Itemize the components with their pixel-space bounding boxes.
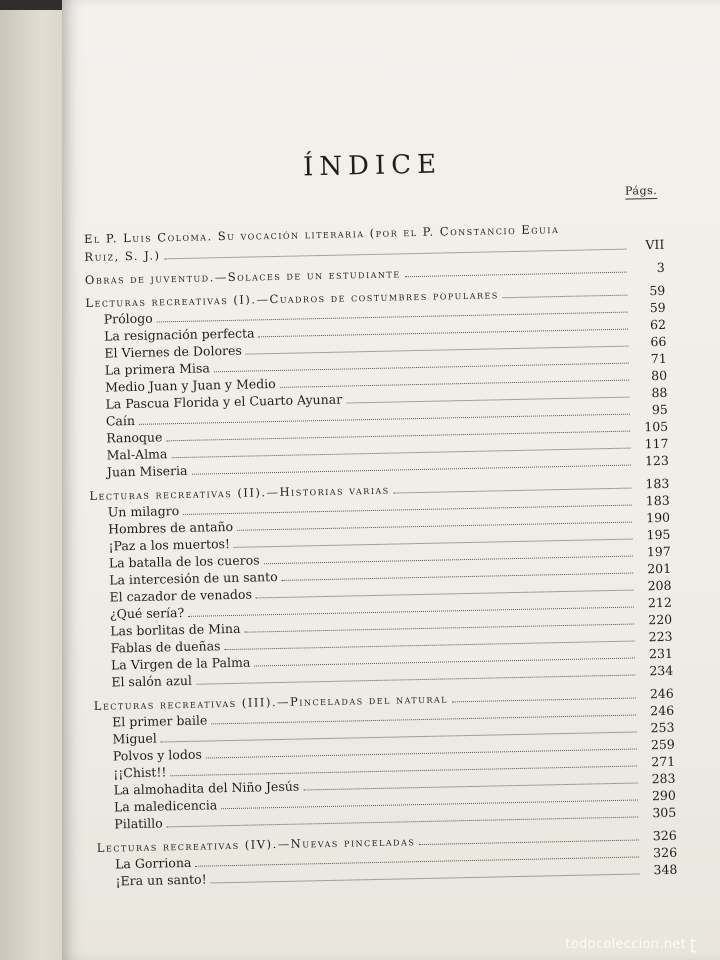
- entry-title: El salón azul: [111, 672, 193, 690]
- entry-title: El P. Luis Coloma. Su vocación literaria (por el P. Constancio Eguia: [83, 222, 560, 246]
- entry-page-number: 62: [649, 316, 667, 333]
- entry-title: Mal-Alma: [106, 446, 168, 463]
- entry-page-number: 305: [652, 804, 677, 821]
- entry-title: Miguel: [112, 730, 157, 747]
- entry-title: Las borlitas de Mina: [110, 620, 241, 639]
- tc-logo-icon: ʈ: [690, 934, 697, 953]
- entry-page-number: 348: [653, 861, 678, 878]
- entry-page-number: 190: [646, 509, 671, 526]
- entry-page-number: 234: [649, 662, 674, 679]
- entry-title: Ranoque: [106, 429, 163, 446]
- entry-title: ¡¡Chist!!: [113, 764, 167, 781]
- entry-page-number: 246: [649, 685, 674, 702]
- entry-page-number: 231: [648, 645, 674, 662]
- index-page: [82, 128, 678, 920]
- entry-title: La Pascua Florida y el Cuarto Ayunar: [105, 391, 343, 412]
- entry-page-number: 59: [649, 299, 666, 316]
- dot-leader: [503, 295, 628, 299]
- entry-page-number: VII: [645, 236, 665, 253]
- entry-title: Fablas de dueñas: [110, 638, 221, 656]
- entry-title: Lecturas recreativas (II).—Historias varias: [89, 482, 390, 503]
- index-entries: [84, 220, 678, 891]
- entry-title: Lecturas recreativas (I).—Cuadros de costumbres populares: [85, 287, 499, 310]
- dot-leader: [405, 272, 627, 278]
- entry-title: Ruiz, S. J.): [84, 248, 161, 264]
- entry-page-number: 3: [656, 259, 665, 275]
- entry-page-number: 71: [650, 350, 667, 367]
- dot-leader: [196, 675, 635, 685]
- left-page-edge: [0, 10, 70, 960]
- entry-title: ¡Paz a los muertos!: [108, 535, 231, 554]
- entry-page-number: 195: [646, 526, 671, 543]
- dot-leader: [167, 816, 639, 827]
- entry-page-number: 201: [647, 560, 672, 577]
- entry-title: ¿Qué sería?: [109, 604, 185, 622]
- entry-page-number: 271: [651, 753, 676, 770]
- entry-page-number: 117: [644, 435, 669, 452]
- entry-title: Polvos y lodos: [112, 746, 202, 764]
- entry-page-number: 253: [650, 719, 675, 736]
- entry-page-number: 197: [646, 543, 671, 560]
- entry-title: La batalla de los cueros: [108, 552, 260, 571]
- entry-title: ¡Era un santo!: [115, 871, 207, 889]
- entry-page-number: 326: [653, 844, 678, 861]
- entry-page-number: 223: [648, 628, 673, 645]
- entry-page-number: 80: [650, 367, 668, 384]
- entry-page-number: 220: [648, 611, 673, 628]
- entry-title: El primer baile: [112, 712, 208, 730]
- entry-title: La almohadita del Niño Jesús: [113, 778, 300, 798]
- entry-title: Lecturas recreativas (IV).—Nuevas pinceladas: [96, 834, 416, 855]
- dot-leader: [452, 698, 636, 703]
- dot-leader: [192, 465, 631, 475]
- dot-leader: [419, 839, 638, 845]
- entry-title: La primera Misa: [104, 360, 210, 378]
- entry-title: Medio Juan y Juan y Medio: [105, 375, 276, 395]
- entry-title: Pilatillo: [114, 815, 163, 832]
- entry-page-number: 212: [647, 594, 672, 611]
- entry-page-number: 283: [651, 770, 676, 787]
- entry-title: Juan Miseria: [106, 462, 188, 480]
- entry-title: La Gorriona: [115, 854, 192, 872]
- entry-page-number: 59: [649, 282, 666, 299]
- pages-column-header: Págs.: [624, 183, 658, 198]
- entry-title: La intercesión de un santo: [109, 569, 278, 588]
- dot-leader: [563, 232, 626, 233]
- entry-title: El Viernes de Dolores: [104, 342, 242, 361]
- entry-page-number: 123: [644, 452, 669, 469]
- watermark-text: todocoleccion.net: [565, 936, 686, 952]
- dot-leader: [211, 873, 640, 883]
- entry-page-number: 290: [651, 787, 677, 804]
- entry-page-number: 208: [647, 577, 672, 594]
- entry-title: Obras de juventud.—Solaces de un estudiante: [84, 266, 401, 287]
- entry-title: La resignación perfecta: [103, 325, 255, 344]
- entry-page-number: 183: [645, 475, 670, 492]
- entry-page-number: 66: [650, 333, 667, 350]
- entry-title: Caín: [105, 412, 136, 429]
- entry-page-number: 105: [644, 418, 669, 435]
- dot-leader: [165, 249, 627, 260]
- entry-title: Lecturas recreativas (III).—Pinceladas del natural: [93, 691, 449, 713]
- entry-page-number: 95: [651, 401, 668, 418]
- entry-title: Un milagro: [107, 503, 180, 520]
- watermark: [565, 936, 706, 952]
- entry-page-number: 259: [650, 736, 675, 753]
- entry-title: Prólogo: [103, 310, 153, 327]
- entry-title: Hombres de antaño: [107, 518, 234, 537]
- entry-page-number: 326: [652, 827, 677, 844]
- entry-title: El cazador de venados: [109, 586, 253, 605]
- entry-page-number: 246: [650, 702, 675, 719]
- entry-page-number: 88: [651, 384, 668, 401]
- entry-page-number: [630, 231, 664, 232]
- entry-page-number: 183: [645, 492, 670, 509]
- entry-title: La maledicencia: [113, 797, 218, 815]
- entry-title: La Virgen de la Palma: [110, 654, 251, 673]
- dot-leader: [394, 488, 632, 494]
- page-title: ÍNDICE: [302, 149, 443, 183]
